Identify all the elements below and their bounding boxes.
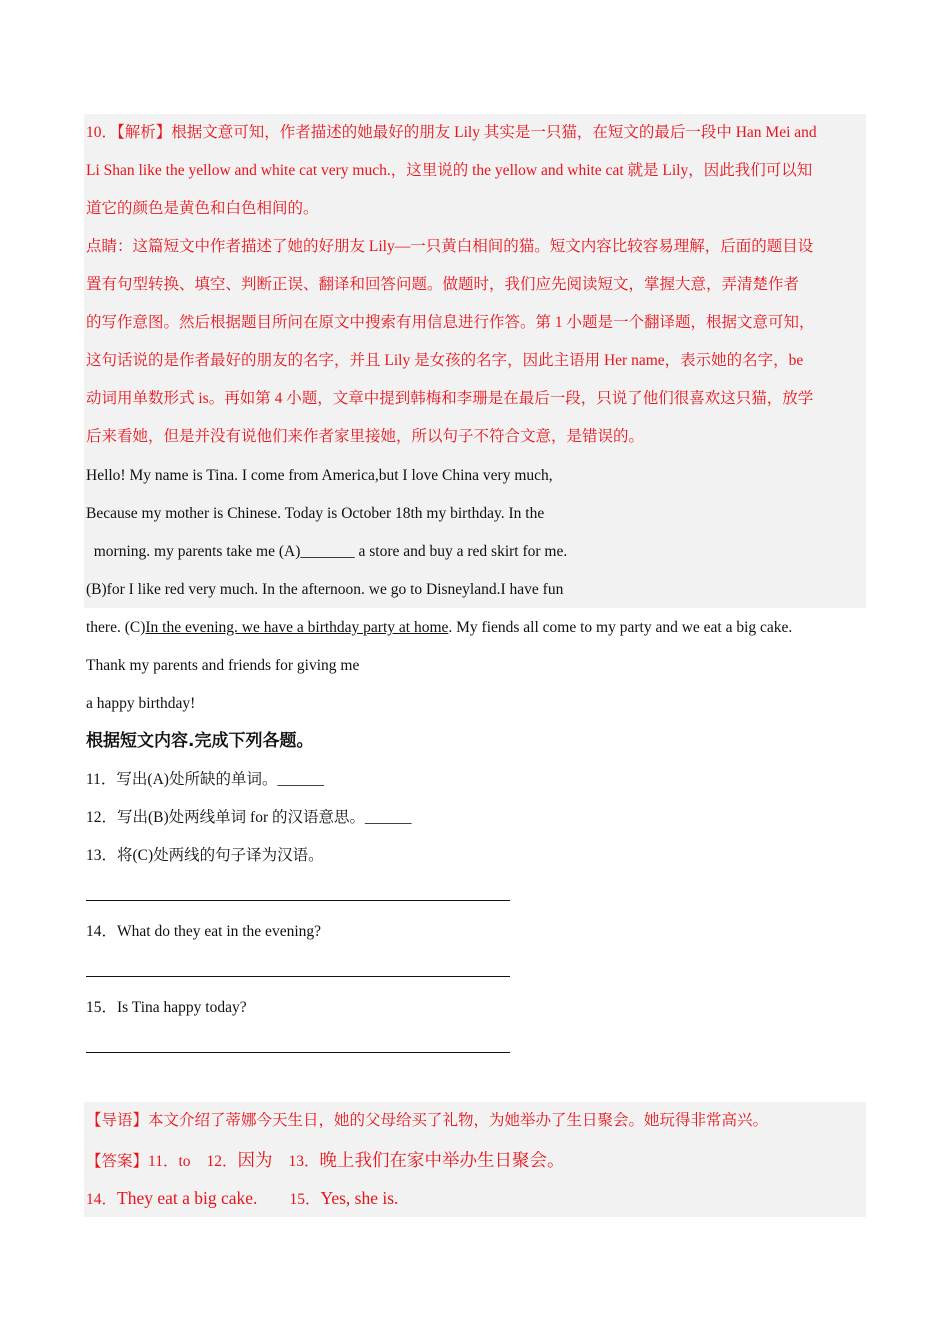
passage-line-1: Hello! My name is Tina. I come from America,but I love China very much, [86, 467, 553, 484]
passage-line-3: morning. my parents take me (A)_______ a store and buy a red skirt for me. [86, 543, 568, 560]
answer-label: 【答案】 [86, 1153, 149, 1170]
instruction-heading: 根据短文内容.完成下列各题。 [86, 731, 314, 751]
analysis-line-2: Li Shan like the yellow and white cat very much.，这里说的 the yellow and white cat 就是 Lily，因此我们可以知 [86, 162, 813, 179]
passage-line-7: a happy birthday! [86, 695, 196, 712]
answer-13: 晚上我们在家中举办生日聚会。 [319, 1150, 565, 1170]
passage-line-2: Because my mother is Chinese. Today is October 18th my birthday. In the [86, 505, 545, 522]
answer-row-1 [86, 1150, 565, 1172]
question-13: 13．将(C)处两线的句子译为汉语。 [86, 847, 324, 864]
answer-14: They eat a big cake. [117, 1188, 258, 1208]
answer-line-14[interactable] [86, 976, 510, 977]
answer-11: to [178, 1153, 191, 1170]
answer-guide: 【导语】本文介绍了蒂娜今天生日，她的父母给买了礼物，为她举办了生日聚会。她玩得非常高兴。 [86, 1112, 769, 1129]
passage-underlined-sentence: In the evening. we have a birthday party at home [145, 619, 449, 636]
answer-12-num: 12． [206, 1153, 238, 1170]
question-14: 14．What do they eat in the evening? [86, 923, 322, 940]
passage-line-5-pre: there. (C) [86, 619, 146, 636]
answer-11-num: 11． [148, 1153, 179, 1170]
analysis-line-7: 这句话说的是作者最好的朋友的名字，并且 Lily 是女孩的名字，因此主语用 Her name，表示她的名字，be [86, 352, 804, 369]
passage-line-4: (B)for I like red very much. In the afternoon. we go to Disneyland.I have fun [86, 581, 564, 598]
answer-12: 因为 [237, 1150, 273, 1170]
analysis-line-1: 10．【解析】根据文意可知，作者描述的她最好的朋友 Lily 其实是一只猫，在短文的最后一段中 Han Mei and [86, 124, 817, 141]
analysis-line-6: 的写作意图。然后根据题目所问在原文中搜索有用信息进行作答。第 1 小题是一个翻译题，根据文意可知， [86, 314, 815, 331]
answer-row-2 [86, 1188, 398, 1210]
passage-line-6: Thank my parents and friends for giving me [86, 657, 360, 674]
answer-15-num: 15． [289, 1191, 321, 1208]
analysis-line-4: 点睛：这篇短文中作者描述了她的好朋友 Lily—一只黄白相间的猫。短文内容比较容易理解，后面的题目设 [86, 238, 814, 255]
question-11: 11．写出(A)处所缺的单词。______ [86, 771, 324, 788]
passage-line-5 [86, 618, 792, 638]
answer-line-13[interactable] [86, 900, 510, 901]
answer-line-15[interactable] [86, 1052, 510, 1053]
question-12: 12．写出(B)处两线单词 for 的汉语意思。______ [86, 809, 412, 826]
question-15: 15．Is Tina happy today? [86, 999, 247, 1016]
analysis-line-5: 置有句型转换、填空、判断正误、翻译和回答问题。做题时，我们应先阅读短文，掌握大意，弄清楚作者 [86, 276, 800, 293]
answer-13-num: 13． [288, 1153, 320, 1170]
analysis-line-8: 动词用单数形式 is。再如第 4 小题，文章中提到韩梅和李珊是在最后一段，只说了他们很喜欢这只猫，放学 [86, 390, 814, 407]
answer-14-num: 14． [86, 1191, 118, 1208]
analysis-line-9: 后来看她，但是并没有说他们来作者家里接她，所以句子不符合文意，是错误的。 [86, 428, 645, 445]
analysis-line-3: 道它的颜色是黄色和白色相间的。 [86, 200, 319, 217]
passage-line-5-post: . My fiends all come to my party and we eat a big cake. [448, 619, 793, 636]
answer-15: Yes, she is. [320, 1188, 399, 1208]
